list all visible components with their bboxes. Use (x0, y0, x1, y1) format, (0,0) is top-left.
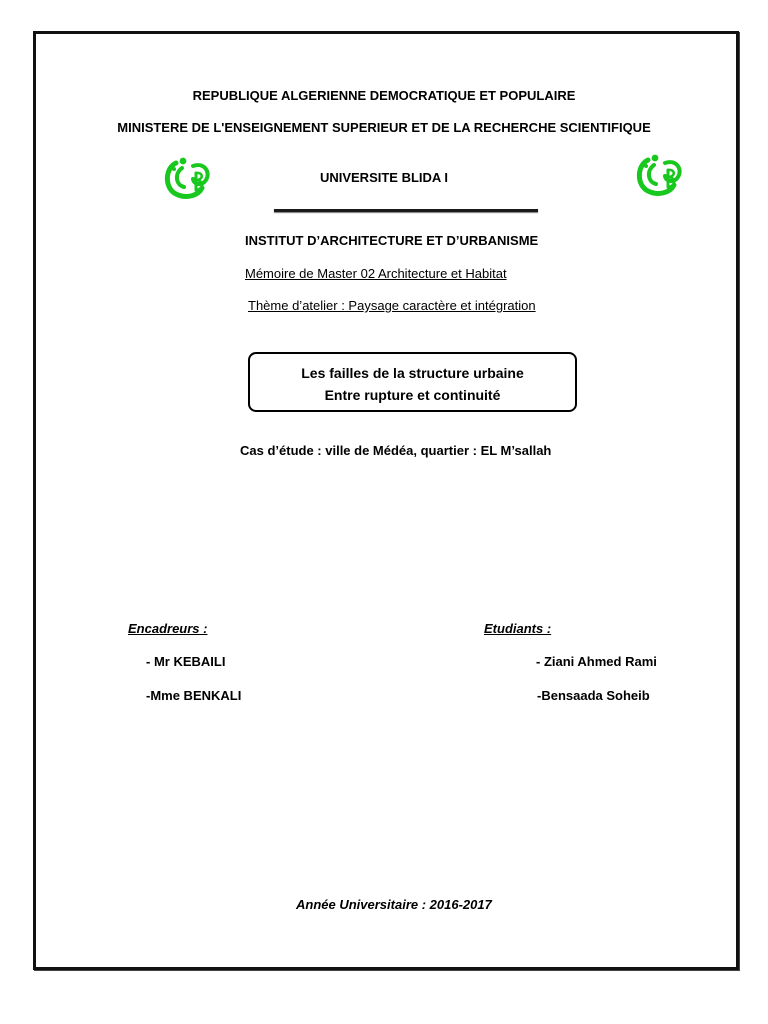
student-2: -Bensaada Soheib (537, 688, 650, 703)
ministry-heading: MINISTERE DE L'ENSEIGNEMENT SUPERIEUR ET DE LA RECHERCHE SCIENTIFIQUE (117, 120, 651, 135)
students-heading: Etudiants : (484, 621, 552, 636)
supervisor-2: -Mme BENKALI (146, 688, 242, 703)
thesis-title-line-2: Entre rupture et continuité (324, 387, 501, 403)
university-name: UNIVERSITE BLIDA I (319, 170, 449, 185)
workshop-theme: Thème d’atelier : Paysage caractère et intégration (248, 298, 536, 313)
institute-name: INSTITUT D’ARCHITECTURE ET D’URBANISME (245, 233, 539, 248)
header-divider (274, 209, 538, 212)
student-1: - Ziani Ahmed Rami (536, 654, 657, 669)
thesis-title-box (248, 352, 577, 412)
academic-year: Année Universitaire : 2016-2017 (296, 897, 492, 912)
case-study: Cas d’étude : ville de Médéa, quartier : EL M’sallah (240, 443, 552, 458)
university-logo-right-icon (634, 151, 686, 197)
master-title: Mémoire de Master 02 Architecture et Habitat (245, 266, 507, 281)
supervisors-heading: Encadreurs : (128, 621, 208, 636)
thesis-title-line-1: Les failles de la structure urbaine (301, 365, 524, 381)
republic-heading: REPUBLIQUE ALGERIENNE DEMOCRATIQUE ET POPULAIRE (192, 88, 576, 103)
supervisor-1: - Mr KEBAILI (146, 654, 226, 669)
